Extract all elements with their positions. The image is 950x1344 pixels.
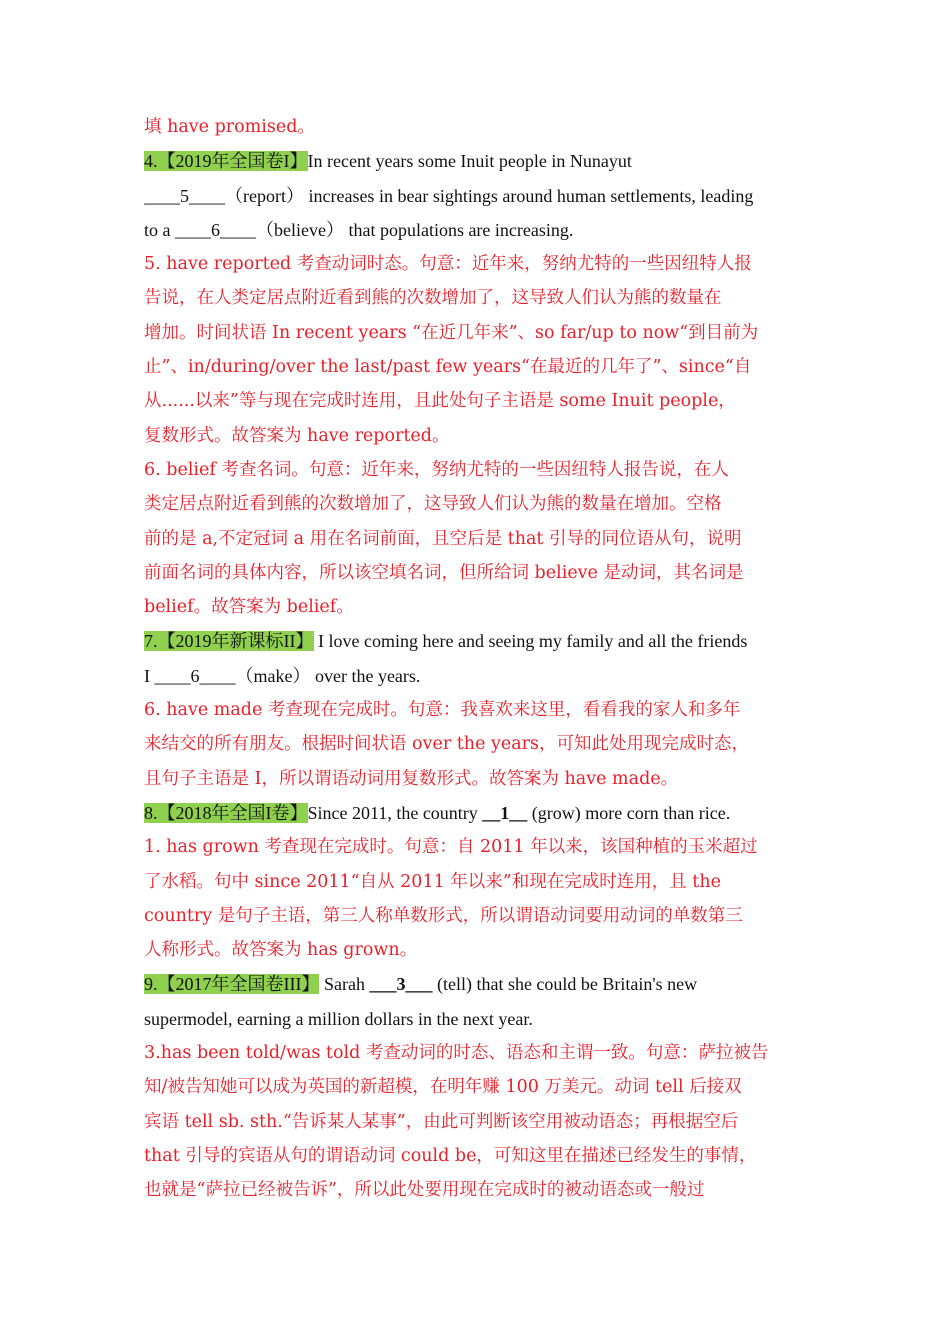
answer-explanation-line bbox=[144, 281, 809, 315]
text-span: I love coming here and seeing my family and all the friends bbox=[313, 631, 748, 652]
text-span: (grow) more corn than rice. bbox=[527, 802, 731, 823]
answer-explanation-line bbox=[144, 933, 809, 967]
text-span: 也就是“萨拉已经被告诉”，所以此处要用现在完成时的被动语态或一般过 bbox=[144, 1180, 705, 1201]
question-line bbox=[144, 144, 809, 178]
exam-source-tag: 8.【2018年全国I卷】 bbox=[144, 802, 308, 823]
text-span: ____5____（report） increases in bear sightings around human settlements, leading bbox=[144, 185, 754, 206]
text-span: Since 2011, the country bbox=[307, 802, 483, 823]
text-span: country 是句子主语，第三人称单数形式，所以谓语动词要用动词的单数第三 bbox=[144, 905, 743, 926]
question-line bbox=[144, 967, 809, 1001]
text-span: I ____6____（make） over the years. bbox=[144, 665, 421, 686]
question-line bbox=[144, 1002, 809, 1036]
question-line bbox=[144, 659, 809, 693]
text-span: 类定居点附近看到熊的次数增加了，这导致人们认为熊的数量在增加。空格 bbox=[144, 494, 722, 515]
blank-number: ___3___ bbox=[369, 974, 433, 995]
text-span: 6. have made 考查现在完成时。句意：我喜欢来这里，看看我的家人和多年 bbox=[144, 700, 741, 721]
exam-source-tag: 9.【2017年全国卷III】 bbox=[144, 974, 320, 995]
question-line bbox=[144, 796, 809, 830]
text-span: 1. has grown 考查现在完成时。句意：自 2011 年以来，该国种植的玉米超过 bbox=[144, 837, 758, 858]
text-span: 填 have promised。 bbox=[144, 117, 315, 137]
answer-explanation-line bbox=[144, 899, 809, 933]
answer-explanation-line bbox=[144, 727, 809, 761]
text-span: In recent years some Inuit people in Nunayut bbox=[307, 151, 632, 172]
answer-explanation-line bbox=[144, 1105, 809, 1139]
answer-explanation-line bbox=[144, 384, 809, 418]
text-span: 6. belief 考查名词。句意：近年来，努纳尤特的一些因纽特人报告说，在人 bbox=[144, 459, 729, 480]
text-span: that 引导的宾语从句的谓语动词 could be，可知这里在描述已经发生的事情， bbox=[144, 1145, 757, 1166]
answer-explanation-line bbox=[144, 453, 809, 487]
answer-explanation-line bbox=[144, 693, 809, 727]
answer-explanation-line bbox=[144, 590, 809, 624]
text-span: 止”、in/during/over the last/past few years“在最近的几年了”、since“自 bbox=[144, 357, 752, 378]
text-span: to a ____6____（believe） that populations are increasing. bbox=[144, 219, 574, 240]
question-line bbox=[144, 179, 809, 213]
answer-explanation-line bbox=[144, 1036, 809, 1070]
question-line bbox=[144, 624, 809, 658]
answer-explanation-line bbox=[144, 247, 809, 281]
answer-explanation-line bbox=[144, 1173, 809, 1207]
answer-explanation-line bbox=[144, 762, 809, 796]
text-span: 增加。时间状语 In recent years “在近几年来”、so far/up to now“到目前为 bbox=[144, 322, 759, 343]
text-span: 从......以来”等与现在完成时连用，且此处句子主语是 some Inuit people， bbox=[144, 391, 736, 412]
answer-explanation-line bbox=[144, 419, 809, 453]
answer-explanation-line bbox=[144, 487, 809, 521]
text-span: 来结交的所有朋友。根据时间状语 over the years，可知此处用现完成时态， bbox=[144, 734, 750, 755]
text-span: 复数形式。故答案为 have reported。 bbox=[144, 425, 450, 446]
text-span: 宾语 tell sb. sth.“告诉某人某事”，由此可判断该空用被动语态；再根据空后 bbox=[144, 1111, 739, 1132]
answer-explanation-line bbox=[144, 110, 809, 144]
question-line bbox=[144, 213, 809, 247]
text-span: 前面名词的具体内容，所以该空填名词，但所给词 believe 是动词，其名词是 bbox=[144, 562, 744, 583]
text-span: Sarah bbox=[319, 974, 370, 995]
exam-source-tag: 4.【2019年全国卷I】 bbox=[144, 151, 308, 172]
text-span: 3.has been told/was told 考查动词的时态、语态和主谓一致。句意：萨拉被告 bbox=[144, 1043, 769, 1064]
answer-explanation-line bbox=[144, 830, 809, 864]
answer-explanation-line bbox=[144, 865, 809, 899]
answer-explanation-line bbox=[144, 316, 809, 350]
blank-number: __1__ bbox=[482, 802, 528, 823]
document-body bbox=[144, 110, 809, 1208]
answer-explanation-line bbox=[144, 522, 809, 556]
answer-explanation-line bbox=[144, 556, 809, 590]
exam-source-tag: 7.【2019年新课标II】 bbox=[144, 631, 314, 652]
answer-explanation-line bbox=[144, 1139, 809, 1173]
text-span: belief。故答案为 belief。 bbox=[144, 597, 354, 618]
answer-explanation-line bbox=[144, 350, 809, 384]
text-span: 5. have reported 考查动词时态。句意：近年来，努纳尤特的一些因纽特人报 bbox=[144, 254, 752, 275]
text-span: 且句子主语是 I，所以谓语动词用复数形式。故答案为 have made。 bbox=[144, 768, 679, 789]
text-span: (tell) that she could be Britain's new bbox=[432, 974, 698, 995]
text-span: 知/被告知她可以成为英国的新超模，在明年赚 100 万美元。动词 tell 后接双 bbox=[144, 1077, 742, 1098]
text-span: 前的是 a,不定冠词 a 用在名词前面，且空后是 that 引导的同位语从句，说明 bbox=[144, 528, 742, 549]
answer-explanation-line bbox=[144, 1070, 809, 1104]
text-span: 了水稻。句中 since 2011“自从 2011 年以来”和现在完成时连用，且 the bbox=[144, 871, 721, 892]
text-span: 告说，在人类定居点附近看到熊的次数增加了，这导致人们认为熊的数量在 bbox=[144, 288, 722, 309]
text-span: 人称形式。故答案为 has grown。 bbox=[144, 940, 418, 961]
text-span: supermodel, earning a million dollars in the next year. bbox=[144, 1008, 533, 1029]
